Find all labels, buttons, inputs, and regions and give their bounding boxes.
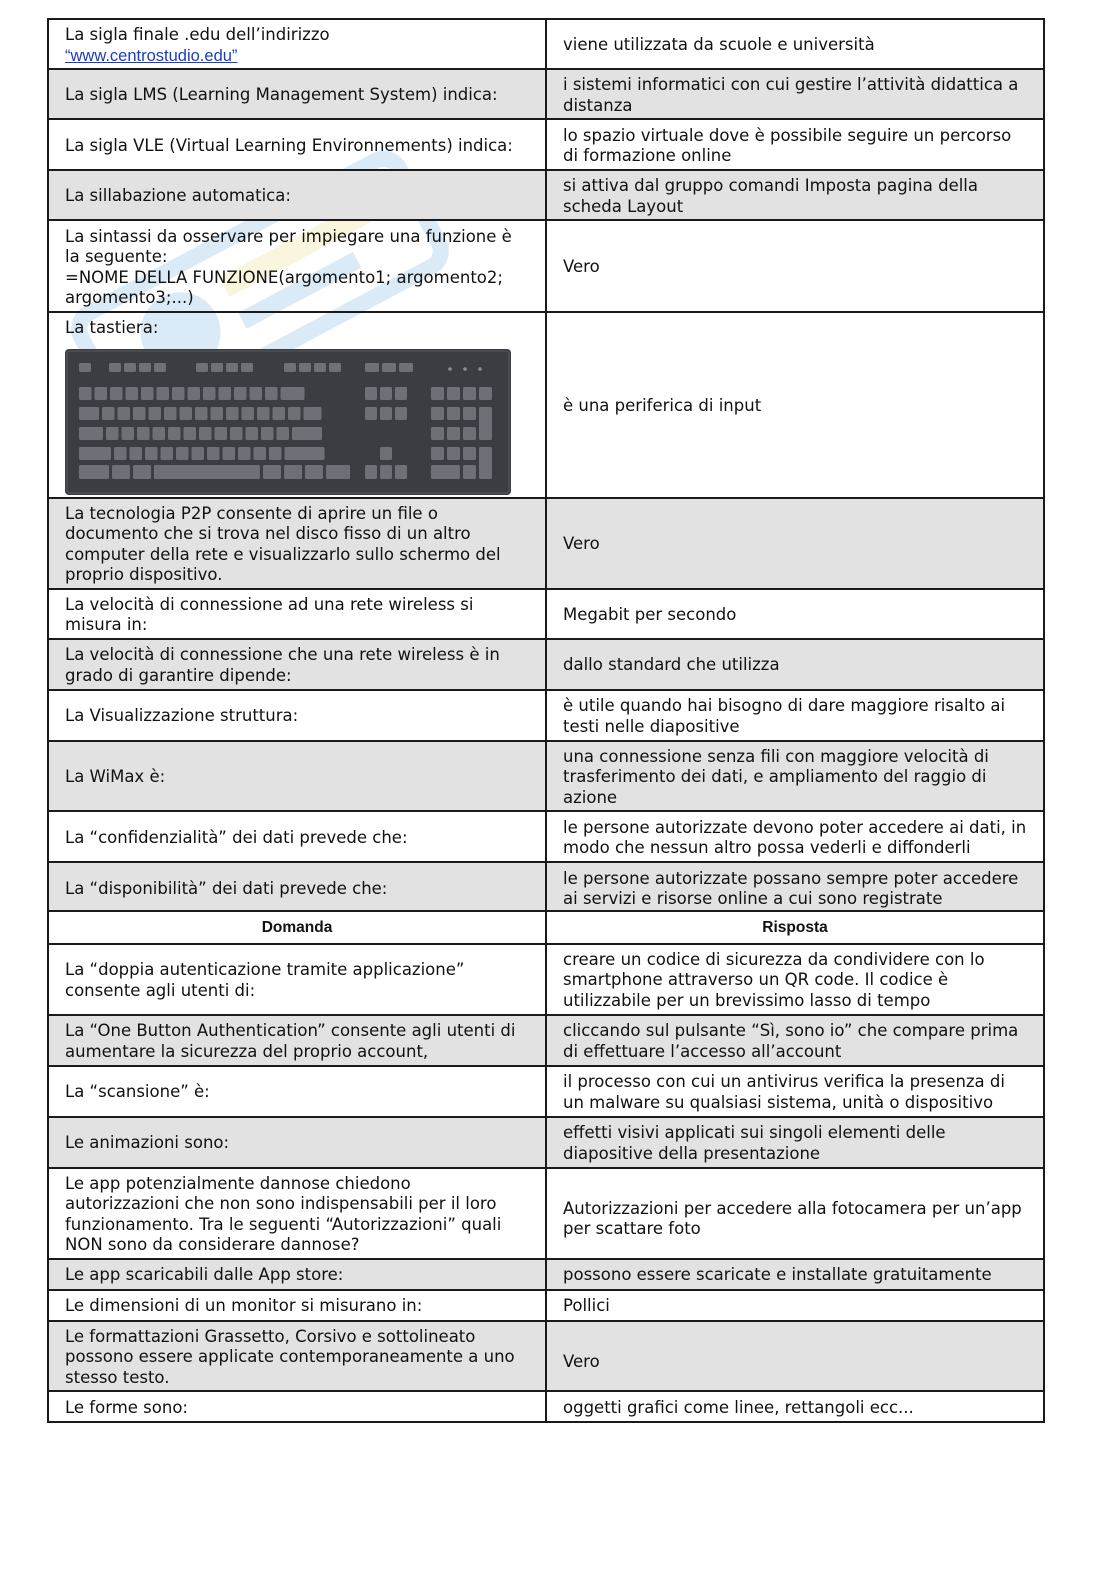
answer-cell: i sistemi informatici con cui gestire l’attività didattica a distanza [546,69,1044,119]
table-header-row [48,911,1044,944]
question-cell: La “disponibilità” dei dati prevede che: [48,862,546,913]
table-row [48,862,1044,913]
table-row [48,220,1044,312]
table-row [48,944,1044,1015]
keyboard-key [463,447,476,460]
table-row [48,690,1044,741]
keyboard-key [192,447,205,460]
answer-cell: Vero [546,220,1044,312]
keyboard-key [176,447,189,460]
keyboard-key [141,387,154,400]
keyboard-key [211,407,224,420]
question-cell: Le formattazioni Grassetto, Corsivo e sottolineato possono essere applicate contemporaneamente a uno stesso testo. [48,1321,546,1392]
table-row [48,1168,1044,1259]
keyboard-key [365,387,377,400]
keyboard-key [382,363,396,372]
keyboard-key [447,447,460,460]
keyboard-key [447,387,460,400]
answer-cell: le persone autorizzate devono poter accedere ai dati, in modo che nessun altro possa vederli e diffonderli [546,811,1044,862]
keyboard-key [463,427,476,440]
table-row [48,741,1044,812]
table-row [48,1321,1044,1392]
keyboard-key [263,465,281,479]
keyboard-key [145,447,158,460]
keyboard-key [114,447,127,460]
question-cell: La Visualizzazione struttura: [48,690,546,741]
answer-cell: Pollici [546,1290,1044,1321]
keyboard-key [226,363,238,372]
keyboard-key [447,407,460,420]
answer-cell: è una periferica di input [546,312,1044,498]
keyboard-key [365,465,377,479]
table-row [48,1259,1044,1290]
keyboard-key [284,363,296,372]
keyboard-key [431,387,444,400]
keyboard-key [207,447,220,460]
keyboard-key [329,363,341,372]
keyboard-key [395,407,407,420]
answer-cell: viene utilizzata da scuole e università [546,19,1044,69]
keyboard-key [431,427,444,440]
keyboard-key [79,447,111,460]
keyboard-key [153,427,166,440]
answer-cell: una connessione senza fili con maggiore velocità di trasferimento dei dati, e ampliamento del raggio di azione [546,741,1044,812]
keyboard-key [102,407,115,420]
keyboard-key [133,407,146,420]
keyboard-key [399,363,413,372]
question-text: La sintassi da osservare per impiegare una funzione è la seguente: [65,226,512,266]
keyboard-key [164,407,177,420]
keyboard-key [463,387,476,400]
answer-cell: il processo con cui un antivirus verifica la presenza di un malware su qualsiasi sistema, unità o dispositivo [546,1066,1044,1117]
question-cell: La sillabazione automatica: [48,170,546,220]
keyboard-key [126,387,139,400]
question-cell: La WiMax è: [48,741,546,812]
keyboard-key [431,407,444,420]
keyboard-key [79,363,91,372]
keyboard-key [109,363,121,372]
question-cell [48,220,546,312]
keyboard-key [304,407,322,420]
keyboard-key [284,465,302,479]
keyboard-key [365,407,377,420]
keyboard-key [215,427,228,440]
keyboard-key [234,387,247,400]
question-cell: La sigla LMS (Learning Management System) indica: [48,69,546,119]
keyboard-key [246,427,259,440]
keyboard-key [149,407,162,420]
question-cell: Le app scaricabili dalle App store: [48,1259,546,1290]
keyboard-key [242,407,255,420]
keyboard-key [124,363,136,372]
answer-cell: lo spazio virtuale dove è possibile seguire un percorso di formazione online [546,119,1044,170]
keyboard-key [211,363,223,372]
answer-cell: Megabit per secondo [546,589,1044,639]
keyboard-key [265,387,278,400]
keyboard-key [261,427,274,440]
formula-syntax: =NOME DELLA FUNZIONE(argomento1; argomento2; argomento3;...) [65,267,503,307]
keyboard-key [195,407,208,420]
answer-cell: Vero [546,498,1044,589]
question-cell [48,19,546,69]
table-row [48,19,1044,69]
question-cell: La “confidenzialità” dei dati prevede che: [48,811,546,862]
keyboard-key [380,387,392,400]
keyboard-key [223,447,236,460]
keyboard-key [431,465,460,479]
keyboard-key [157,387,170,400]
qa-table-2 [47,910,1045,1423]
answer-cell: creare un codice di sicurezza da condividere con lo smartphone attraverso un QR code. Il codice è utilizzabile per un brevissimo lasso di tempo [546,944,1044,1015]
keyboard-key [118,407,131,420]
answer-cell: possono essere scaricate e installate gratuitamente [546,1259,1044,1290]
keyboard-key [479,447,492,479]
keyboard-key [314,363,326,372]
question-cell: La velocità di connessione che una rete wireless è in grado di garantire dipende: [48,639,546,690]
question-cell: La velocità di connessione ad una rete wireless si misura in: [48,589,546,639]
keyboard-key [168,427,181,440]
question-cell: Le animazioni sono: [48,1117,546,1168]
keyboard-key [79,407,99,420]
keyboard-key [79,387,92,400]
table-row [48,1015,1044,1066]
table-row [48,1117,1044,1168]
table-row [48,1290,1044,1321]
table-row [48,589,1044,639]
keyboard-key [277,427,290,440]
keyboard-key [395,465,407,479]
keyboard-image [65,349,511,495]
keyboard-key [130,447,143,460]
keyboard-key [112,465,130,479]
header-risposta: Risposta [546,911,1044,944]
keyboard-key [161,447,174,460]
keyboard-key [188,387,201,400]
qa-table-1 [47,18,1045,914]
keyboard-key [380,465,392,479]
keyboard-key [254,447,267,460]
keyboard-key [79,427,103,440]
keyboard-key [139,363,151,372]
keyboard-key [203,387,216,400]
table-row [48,498,1044,589]
keyboard-key [326,465,350,479]
keyboard-key [479,387,492,400]
question-cell: La “scansione” è: [48,1066,546,1117]
keyboard-key [365,363,379,372]
keyboard-key [122,427,135,440]
keyboard-key [305,465,323,479]
question-cell: La tecnologia P2P consente di aprire un file o documento che si trova nel disco fisso di un altro computer della rete e visualizzarlo sullo schermo del proprio dispositivo. [48,498,546,589]
keyboard-key [479,407,492,440]
answer-cell: è utile quando hai bisogno di dare maggiore risalto ai testi nelle diapositive [546,690,1044,741]
keyboard-key [95,387,108,400]
keyboard-key [269,447,282,460]
keyboard-key [463,407,476,420]
answer-cell: cliccando sul pulsante “Sì, sono io” che compare prima di effettuare l’accesso all’account [546,1015,1044,1066]
keyboard-key [79,465,109,479]
keyboard-key [431,447,444,460]
keyboard-key [447,427,460,440]
answer-cell: si attiva dal gruppo comandi Imposta pagina della scheda Layout [546,170,1044,220]
keyboard-key [238,447,251,460]
question-cell: La “One Button Authentication” consente agli utenti di aumentare la sicurezza del proprio account, [48,1015,546,1066]
question-cell: Le dimensioni di un monitor si misurano in: [48,1290,546,1321]
keyboard-key [110,387,123,400]
keyboard-key [463,465,476,479]
keyboard-key [180,407,193,420]
question-cell: La sigla VLE (Virtual Learning Environnements) indica: [48,119,546,170]
keyboard-key [292,427,322,440]
question-cell: Le app potenzialmente dannose chiedono autorizzazioni che non sono indispensabili per il loro funzionamento. Tra le seguenti “Autorizzazioni” quali NON sono da considerare dannose? [48,1168,546,1259]
keyboard-key [133,465,151,479]
answer-cell: le persone autorizzate possano sempre poter accedere ai servizi e risorse online a cui sono registrate [546,862,1044,913]
table-row [48,639,1044,690]
keyboard-key [106,427,119,440]
answer-cell: Autorizzazioni per accedere alla fotocamera per un’app per scattare foto [546,1168,1044,1259]
table-row [48,1391,1044,1422]
website-link[interactable]: “www.centrostudio.edu” [65,46,238,65]
keyboard-key [196,363,208,372]
keyboard-key [395,387,407,400]
keyboard-key [226,407,239,420]
table-row [48,811,1044,862]
keyboard-key [257,407,270,420]
keyboard-key [172,387,185,400]
keyboard-key [288,407,301,420]
keyboard-key [230,427,243,440]
question-cell [48,312,546,498]
keyboard-key [184,427,197,440]
keyboard-key [219,387,232,400]
answer-cell: oggetti grafici come linee, rettangoli ecc... [546,1391,1044,1422]
keyboard-key [285,447,325,460]
answer-cell: effetti visivi applicati sui singoli elementi delle diapositive della presentazione [546,1117,1044,1168]
table-row [48,119,1044,170]
table-row [48,312,1044,498]
answer-cell: Vero [546,1321,1044,1392]
keyboard-key [154,363,166,372]
keyboard-key [137,427,150,440]
table-row [48,1066,1044,1117]
question-text: La tastiera: [65,318,159,337]
answer-cell: dallo standard che utilizza [546,639,1044,690]
keyboard-key [250,387,263,400]
keyboard-key [154,465,260,479]
keyboard-key [281,387,305,400]
question-text: La sigla finale .edu dell’indirizzo [65,25,330,44]
keyboard-key [299,363,311,372]
keyboard-key [241,363,253,372]
table-row [48,170,1044,220]
header-domanda: Domanda [48,911,546,944]
keyboard-key [199,427,212,440]
table-row [48,69,1044,119]
keyboard-key [380,447,392,460]
keyboard-key [380,407,392,420]
keyboard-key [273,407,286,420]
question-cell: Le forme sono: [48,1391,546,1422]
question-cell: La “doppia autenticazione tramite applicazione” consente agli utenti di: [48,944,546,1015]
